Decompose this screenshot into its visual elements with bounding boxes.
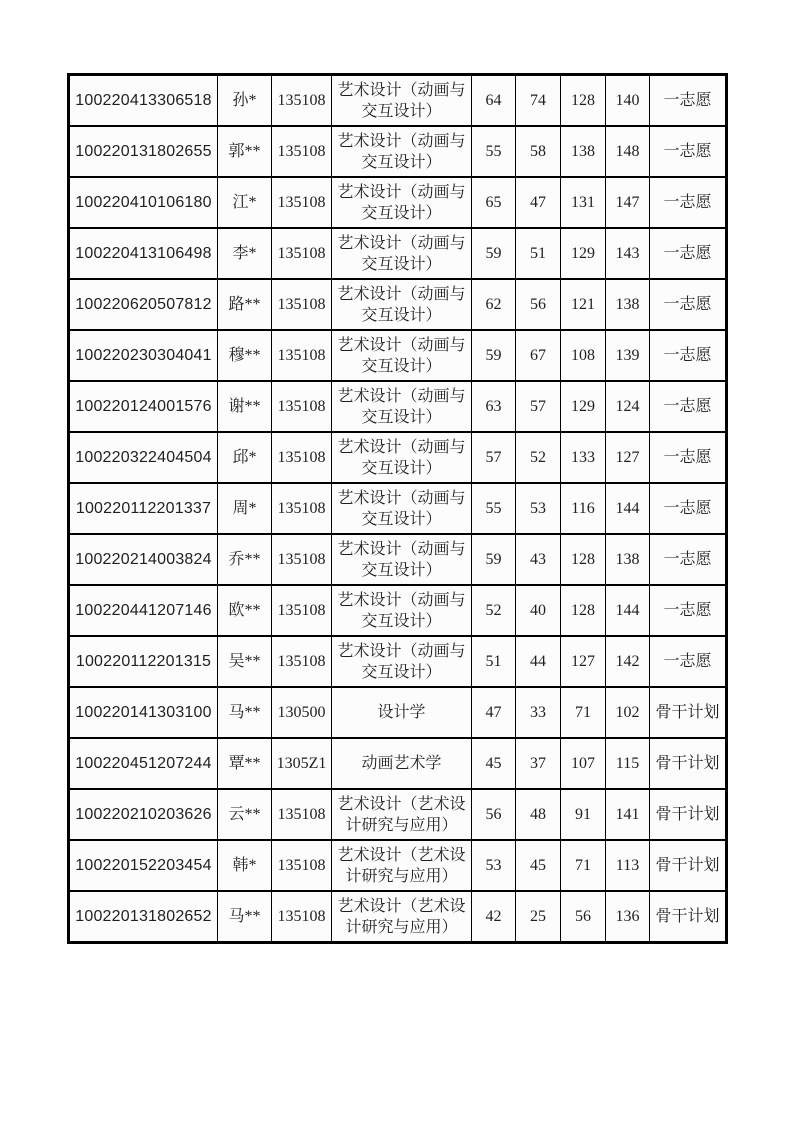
cell-admission-category: 骨干计划	[650, 891, 727, 943]
table-row	[69, 636, 727, 687]
cell-score-3: 138	[561, 126, 606, 177]
cell-name: 路**	[218, 279, 272, 330]
cell-score-1: 65	[472, 177, 516, 228]
cell-score-3: 131	[561, 177, 606, 228]
cell-name: 邱*	[218, 432, 272, 483]
cell-major-name: 艺术设计（动画与交互设计）	[332, 381, 472, 432]
cell-major-name: 艺术设计（动画与交互设计）	[332, 126, 472, 177]
cell-major-name: 艺术设计（艺术设计研究与应用）	[332, 789, 472, 840]
table-row	[69, 483, 727, 534]
cell-score-2: 47	[516, 177, 561, 228]
cell-name: 云**	[218, 789, 272, 840]
table-row	[69, 840, 727, 891]
cell-major-code: 135108	[272, 177, 332, 228]
cell-score-4: 138	[606, 534, 650, 585]
cell-major-code: 135108	[272, 534, 332, 585]
cell-score-3: 116	[561, 483, 606, 534]
cell-candidate-id: 100220322404504	[69, 432, 218, 483]
cell-score-4: 147	[606, 177, 650, 228]
cell-score-2: 58	[516, 126, 561, 177]
cell-score-2: 48	[516, 789, 561, 840]
cell-major-code: 135108	[272, 585, 332, 636]
cell-major-code: 135108	[272, 126, 332, 177]
cell-major-code: 135108	[272, 789, 332, 840]
cell-score-1: 51	[472, 636, 516, 687]
cell-major-code: 135108	[272, 483, 332, 534]
cell-major-name: 艺术设计（动画与交互设计）	[332, 636, 472, 687]
table-row	[69, 891, 727, 943]
table-row	[69, 381, 727, 432]
cell-score-1: 59	[472, 534, 516, 585]
cell-major-name: 设计学	[332, 687, 472, 738]
cell-candidate-id: 100220451207244	[69, 738, 218, 789]
cell-score-4: 102	[606, 687, 650, 738]
cell-score-2: 56	[516, 279, 561, 330]
cell-score-4: 142	[606, 636, 650, 687]
cell-major-name: 艺术设计（动画与交互设计）	[332, 279, 472, 330]
cell-name: 马**	[218, 891, 272, 943]
cell-score-1: 56	[472, 789, 516, 840]
cell-admission-category: 骨干计划	[650, 789, 727, 840]
cell-major-code: 135108	[272, 228, 332, 279]
cell-score-2: 44	[516, 636, 561, 687]
cell-candidate-id: 100220131802652	[69, 891, 218, 943]
cell-score-4: 148	[606, 126, 650, 177]
table-row	[69, 177, 727, 228]
cell-score-3: 108	[561, 330, 606, 381]
cell-score-4: 141	[606, 789, 650, 840]
table-row	[69, 75, 727, 127]
cell-score-4: 144	[606, 483, 650, 534]
cell-score-3: 107	[561, 738, 606, 789]
cell-score-3: 128	[561, 585, 606, 636]
cell-score-2: 33	[516, 687, 561, 738]
table-body	[69, 75, 727, 943]
cell-score-2: 74	[516, 75, 561, 127]
cell-score-1: 42	[472, 891, 516, 943]
cell-major-code: 135108	[272, 432, 332, 483]
cell-name: 郭**	[218, 126, 272, 177]
cell-score-3: 128	[561, 534, 606, 585]
cell-name: 覃**	[218, 738, 272, 789]
cell-candidate-id: 100220124001576	[69, 381, 218, 432]
table-row	[69, 789, 727, 840]
cell-major-name: 艺术设计（动画与交互设计）	[332, 228, 472, 279]
cell-score-4: 140	[606, 75, 650, 127]
cell-score-1: 62	[472, 279, 516, 330]
cell-score-4: 127	[606, 432, 650, 483]
cell-major-name: 艺术设计（动画与交互设计）	[332, 534, 472, 585]
cell-score-2: 53	[516, 483, 561, 534]
cell-candidate-id: 100220141303100	[69, 687, 218, 738]
cell-admission-category: 骨干计划	[650, 738, 727, 789]
cell-score-4: 139	[606, 330, 650, 381]
cell-admission-category: 一志愿	[650, 483, 727, 534]
cell-score-3: 71	[561, 840, 606, 891]
cell-admission-category: 一志愿	[650, 75, 727, 127]
cell-score-3: 128	[561, 75, 606, 127]
cell-score-4: 124	[606, 381, 650, 432]
table-row	[69, 585, 727, 636]
table-row	[69, 228, 727, 279]
cell-name: 韩*	[218, 840, 272, 891]
cell-score-2: 45	[516, 840, 561, 891]
cell-candidate-id: 100220112201337	[69, 483, 218, 534]
cell-major-name: 艺术设计（艺术设计研究与应用）	[332, 891, 472, 943]
cell-name: 吴**	[218, 636, 272, 687]
cell-admission-category: 一志愿	[650, 177, 727, 228]
cell-candidate-id: 100220620507812	[69, 279, 218, 330]
cell-score-3: 121	[561, 279, 606, 330]
cell-score-1: 52	[472, 585, 516, 636]
cell-score-1: 47	[472, 687, 516, 738]
cell-major-name: 艺术设计（动画与交互设计）	[332, 75, 472, 127]
cell-name: 孙*	[218, 75, 272, 127]
cell-admission-category: 一志愿	[650, 381, 727, 432]
cell-score-3: 129	[561, 381, 606, 432]
cell-score-3: 56	[561, 891, 606, 943]
table-row	[69, 432, 727, 483]
cell-name: 马**	[218, 687, 272, 738]
cell-major-code: 135108	[272, 330, 332, 381]
cell-score-1: 53	[472, 840, 516, 891]
cell-candidate-id: 100220214003824	[69, 534, 218, 585]
cell-score-1: 55	[472, 483, 516, 534]
cell-score-2: 40	[516, 585, 561, 636]
cell-score-2: 67	[516, 330, 561, 381]
cell-candidate-id: 100220441207146	[69, 585, 218, 636]
cell-admission-category: 一志愿	[650, 534, 727, 585]
table-row	[69, 330, 727, 381]
cell-score-3: 133	[561, 432, 606, 483]
cell-score-2: 43	[516, 534, 561, 585]
cell-admission-category: 一志愿	[650, 636, 727, 687]
cell-name: 乔**	[218, 534, 272, 585]
cell-major-name: 艺术设计（动画与交互设计）	[332, 330, 472, 381]
cell-admission-category: 骨干计划	[650, 687, 727, 738]
cell-candidate-id: 100220410106180	[69, 177, 218, 228]
cell-score-1: 57	[472, 432, 516, 483]
cell-major-code: 135108	[272, 279, 332, 330]
cell-score-3: 129	[561, 228, 606, 279]
cell-score-1: 59	[472, 228, 516, 279]
cell-major-name: 艺术设计（动画与交互设计）	[332, 177, 472, 228]
cell-score-1: 45	[472, 738, 516, 789]
cell-admission-category: 一志愿	[650, 228, 727, 279]
cell-admission-category: 一志愿	[650, 330, 727, 381]
admission-scores-table	[67, 73, 728, 944]
cell-admission-category: 一志愿	[650, 126, 727, 177]
cell-score-1: 55	[472, 126, 516, 177]
cell-name: 李*	[218, 228, 272, 279]
cell-candidate-id: 100220210203626	[69, 789, 218, 840]
cell-major-name: 艺术设计（动画与交互设计）	[332, 585, 472, 636]
cell-score-2: 51	[516, 228, 561, 279]
cell-major-code: 135108	[272, 381, 332, 432]
cell-score-2: 25	[516, 891, 561, 943]
cell-admission-category: 一志愿	[650, 279, 727, 330]
cell-name: 穆**	[218, 330, 272, 381]
cell-candidate-id: 100220131802655	[69, 126, 218, 177]
cell-score-4: 138	[606, 279, 650, 330]
cell-name: 欧**	[218, 585, 272, 636]
table-row	[69, 738, 727, 789]
cell-major-code: 135108	[272, 636, 332, 687]
cell-admission-category: 骨干计划	[650, 840, 727, 891]
table-row	[69, 534, 727, 585]
cell-major-code: 130500	[272, 687, 332, 738]
cell-admission-category: 一志愿	[650, 585, 727, 636]
table-row	[69, 279, 727, 330]
table-row	[69, 126, 727, 177]
cell-candidate-id: 100220413306518	[69, 75, 218, 127]
cell-major-name: 艺术设计（动画与交互设计）	[332, 483, 472, 534]
cell-score-1: 59	[472, 330, 516, 381]
cell-major-code: 135108	[272, 75, 332, 127]
cell-score-1: 63	[472, 381, 516, 432]
cell-candidate-id: 100220413106498	[69, 228, 218, 279]
cell-score-4: 144	[606, 585, 650, 636]
cell-score-2: 52	[516, 432, 561, 483]
cell-major-code: 135108	[272, 840, 332, 891]
cell-name: 周*	[218, 483, 272, 534]
cell-score-1: 64	[472, 75, 516, 127]
cell-major-name: 艺术设计（艺术设计研究与应用）	[332, 840, 472, 891]
cell-candidate-id: 100220112201315	[69, 636, 218, 687]
cell-name: 谢**	[218, 381, 272, 432]
cell-major-code: 135108	[272, 891, 332, 943]
cell-score-4: 115	[606, 738, 650, 789]
cell-score-4: 113	[606, 840, 650, 891]
cell-major-name: 动画艺术学	[332, 738, 472, 789]
cell-major-name: 艺术设计（动画与交互设计）	[332, 432, 472, 483]
cell-major-code: 1305Z1	[272, 738, 332, 789]
cell-candidate-id: 100220152203454	[69, 840, 218, 891]
cell-candidate-id: 100220230304041	[69, 330, 218, 381]
cell-admission-category: 一志愿	[650, 432, 727, 483]
cell-score-3: 127	[561, 636, 606, 687]
cell-name: 江*	[218, 177, 272, 228]
cell-score-2: 37	[516, 738, 561, 789]
cell-score-2: 57	[516, 381, 561, 432]
cell-score-4: 143	[606, 228, 650, 279]
cell-score-4: 136	[606, 891, 650, 943]
table-row	[69, 687, 727, 738]
cell-score-3: 71	[561, 687, 606, 738]
cell-score-3: 91	[561, 789, 606, 840]
